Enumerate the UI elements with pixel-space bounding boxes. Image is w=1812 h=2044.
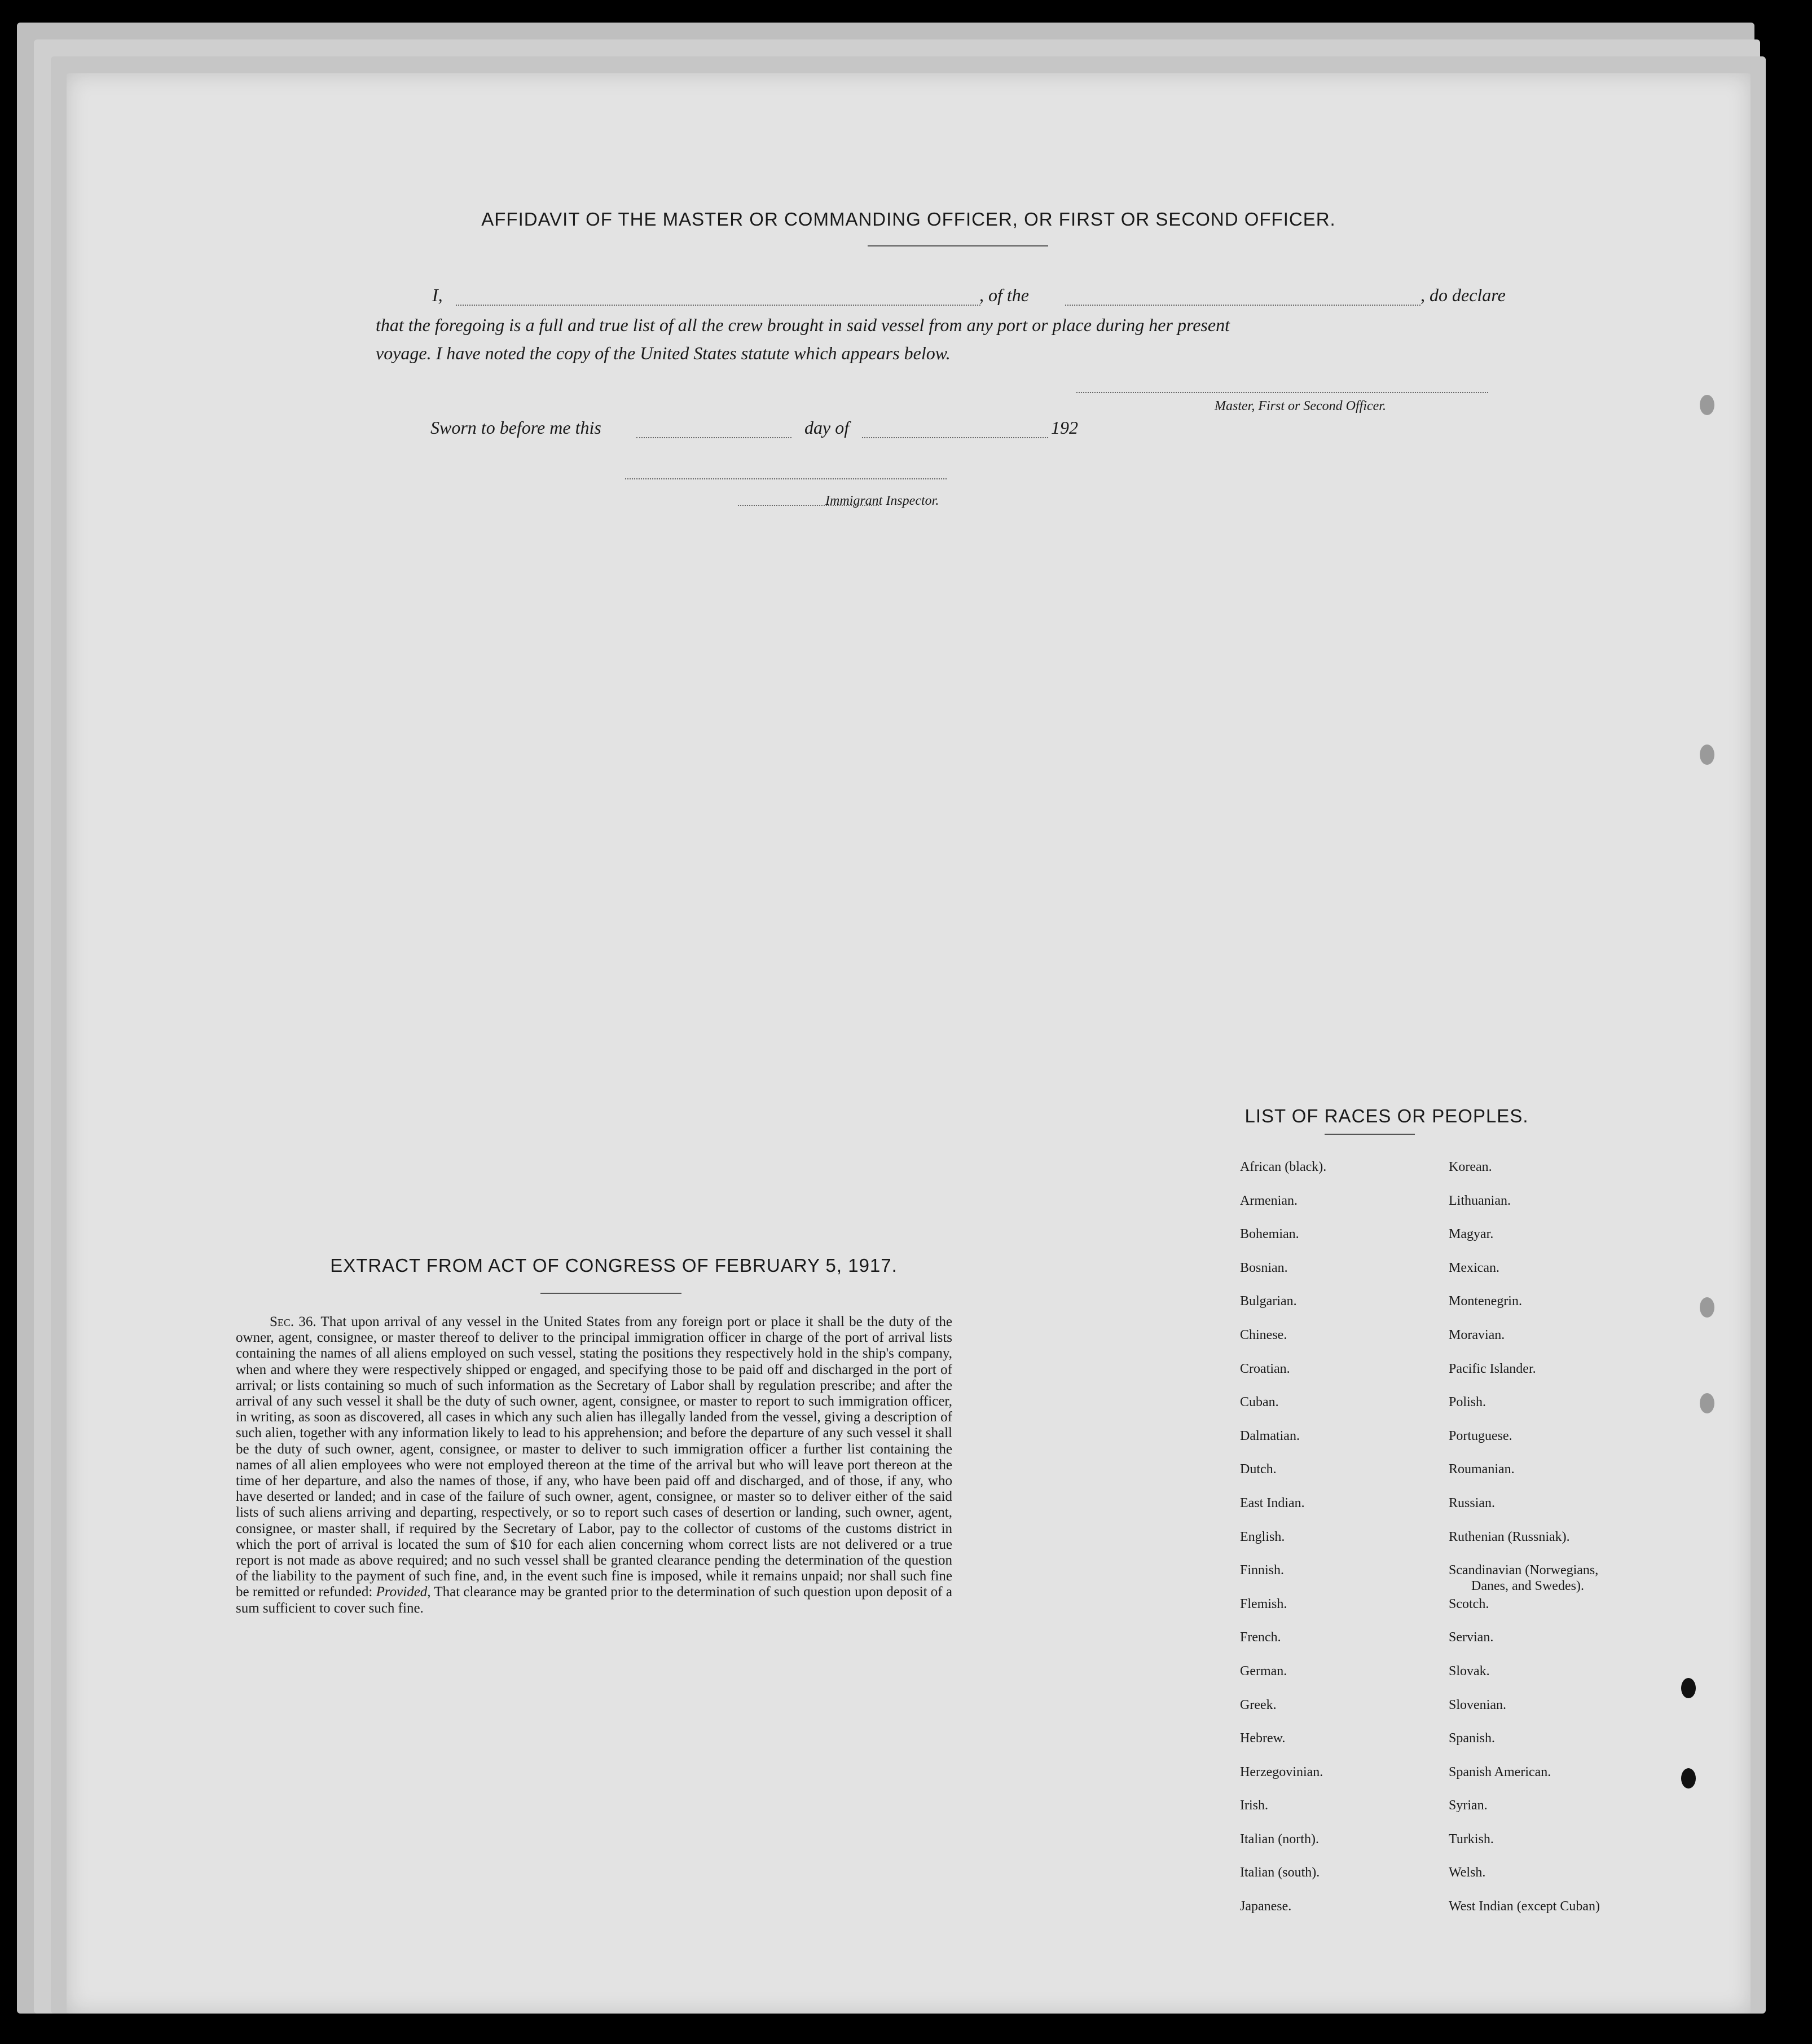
race-item: Dalmatian. <box>1240 1428 1300 1443</box>
punch-hole <box>1700 1297 1714 1318</box>
month-blank <box>862 437 1048 438</box>
race-item: Portuguese. <box>1449 1428 1512 1443</box>
races-list-right <box>1449 1159 1686 1932</box>
race-item: Korean. <box>1449 1160 1492 1174</box>
race-item-multiline <box>1449 1562 1686 1596</box>
inspector-signature-blank <box>625 478 947 479</box>
provided-label: Provided, <box>376 1584 431 1600</box>
form-page <box>67 73 1751 2014</box>
race-item: English. <box>1240 1529 1285 1544</box>
race-item: Turkish. <box>1449 1831 1494 1847</box>
signature-blank <box>1076 392 1488 393</box>
race-item: Japanese. <box>1240 1899 1292 1914</box>
race-item: Scotch. <box>1449 1596 1489 1611</box>
year-prefix: 192 <box>1051 417 1078 438</box>
punch-hole <box>1700 745 1714 765</box>
race-item: Moravian. <box>1449 1327 1505 1342</box>
race-item: Armenian. <box>1240 1193 1298 1208</box>
race-item: Pacific Islander. <box>1449 1361 1536 1376</box>
race-item: German. <box>1240 1663 1287 1679</box>
race-item-line: Scandinavian (Norwegians, <box>1449 1563 1599 1578</box>
race-item: East Indian. <box>1240 1495 1305 1510</box>
race-item: Slovenian. <box>1449 1697 1506 1712</box>
day-of-text: day of <box>804 417 850 438</box>
races-title-underline <box>1325 1134 1415 1135</box>
vessel-blank <box>1065 305 1420 306</box>
race-item: Russian. <box>1449 1495 1496 1510</box>
declaration-line-1-start: I, <box>432 285 443 305</box>
race-item: Mexican. <box>1449 1260 1499 1275</box>
race-item-continuation: Danes, and Swedes). <box>1471 1579 1584 1594</box>
inspector-label: Immigrant Inspector. <box>825 494 939 508</box>
declaration-line-2: that the foregoing is a full and true list of all the crew brought in said vessel from any port or place during her present <box>376 315 1230 335</box>
race-item: Irish. <box>1240 1798 1268 1813</box>
races-title: LIST OF RACES OR PEOPLES. <box>1244 1105 1529 1126</box>
race-item: Dutch. <box>1240 1462 1277 1477</box>
name-blank <box>456 305 980 306</box>
race-item: Roumanian. <box>1449 1462 1515 1477</box>
race-item: Bulgarian. <box>1240 1294 1297 1309</box>
race-item: Greek. <box>1240 1697 1277 1712</box>
race-item: Herzegovinian. <box>1240 1764 1323 1779</box>
race-item: West Indian (except Cuban) <box>1449 1899 1600 1914</box>
statute-text <box>236 1314 952 1616</box>
punch-hole <box>1700 395 1714 415</box>
race-item: Chinese. <box>1240 1327 1287 1342</box>
race-item: Cuban. <box>1240 1395 1279 1410</box>
signature-label: Master, First or Second Officer. <box>1215 399 1386 413</box>
race-item: Bosnian. <box>1240 1260 1288 1275</box>
race-item: French. <box>1240 1630 1281 1645</box>
race-item: Magyar. <box>1449 1227 1494 1242</box>
race-item: Flemish. <box>1240 1596 1287 1611</box>
race-item: Servian. <box>1449 1630 1494 1645</box>
race-item: Bohemian. <box>1240 1227 1299 1242</box>
declaration-line-1-mid: , of the <box>979 285 1029 305</box>
race-item: Ruthenian (Russniak). <box>1449 1529 1570 1544</box>
day-blank <box>636 437 791 438</box>
sworn-text: Sworn to before me this <box>430 417 601 438</box>
race-item: Spanish American. <box>1449 1764 1551 1779</box>
title-underline <box>868 245 1048 246</box>
declaration-line-3: voyage. I have noted the copy of the United States statute which appears below. <box>376 343 951 363</box>
race-item: Slovak. <box>1449 1663 1490 1679</box>
race-item: Lithuanian. <box>1449 1193 1511 1208</box>
statute-body: That upon arrival of any vessel in the United States from any foreign port or place it shall be the duty of the owner, agent, consignee, or master thereof to deliver to the principal immigration officer in charge of the port of arrival lists containing the names of all aliens employed on such vessel, stating the positions they respectively hold in the ship's company, when and where they were respectively shipped or engaged, and specifying those to be paid off and discharged in the port of arrival; or lists containing so much of such information as the Secretary of Labor shall by regulation prescribe; and after the arrival of any such vessel it shall be the duty of such owner, agent, consignee, or master to report to such immigration officer, in writing, as soon as discovered, all cases in which any such alien has illegally landed from the vessel, giving a description of such alien, together with any information likely to lead to his apprehension; and before the departure of any such vessel it shall be the duty of such owner, agent, consignee, or master to deliver to such immigration officer a further list containing the names of all alien employees who were not employed thereon at the time of the arrival but who will leave port thereon at the time of her departure, and also the names of those, if any, who have been paid off and discharged, and of those, if any, who have deserted or landed; and in case of the failure of such owner, agent, consignee, or master so to deliver either of the said lists of such aliens arriving and departing, respectively, or so to report such cases of desertion or landing, such owner, agent, consignee, or master shall, if required by the Secretary of Labor, pay to the collector of customs of the customs district in which the port of arrival is located the sum of $10 for each alien concerning whom correct lists are not delivered or a true report is not made as above required; and no such vessel shall be granted clearance pending the determination of the question of the liability to the payment of such fine, and, in the event such fine is imposed, while it remains unpaid; nor shall such fine be remitted or refunded: <box>236 1314 952 1600</box>
races-list-left <box>1240 1159 1426 1932</box>
section-label: Sec. 36. <box>270 1314 316 1329</box>
race-item: Montenegrin. <box>1449 1294 1522 1309</box>
declaration-line-1-end: , do declare <box>1420 285 1506 305</box>
extract-title: EXTRACT FROM ACT OF CONGRESS OF FEBRUARY 5, 1917. <box>330 1255 898 1276</box>
punch-hole <box>1700 1393 1714 1413</box>
race-item: Hebrew. <box>1240 1731 1286 1746</box>
race-item: Polish. <box>1449 1395 1486 1410</box>
affidavit-title: AFFIDAVIT OF THE MASTER OR COMMANDING OFFICER, OR FIRST OR SECOND OFFICER. <box>481 209 1336 230</box>
race-item: Italian (north). <box>1240 1831 1319 1847</box>
race-item: Finnish. <box>1240 1563 1285 1578</box>
race-item: Welsh. <box>1449 1865 1486 1880</box>
provided-text: That clearance may be granted prior to the determination of such question upon deposit of a sum sufficient to cover such fine. <box>236 1584 952 1616</box>
race-item: African (black). <box>1240 1160 1327 1174</box>
race-item: Croatian. <box>1240 1361 1290 1376</box>
race-item: Italian (south). <box>1240 1865 1320 1880</box>
race-item: Spanish. <box>1449 1731 1496 1746</box>
extract-title-underline <box>540 1293 681 1294</box>
race-item: Syrian. <box>1449 1798 1488 1813</box>
